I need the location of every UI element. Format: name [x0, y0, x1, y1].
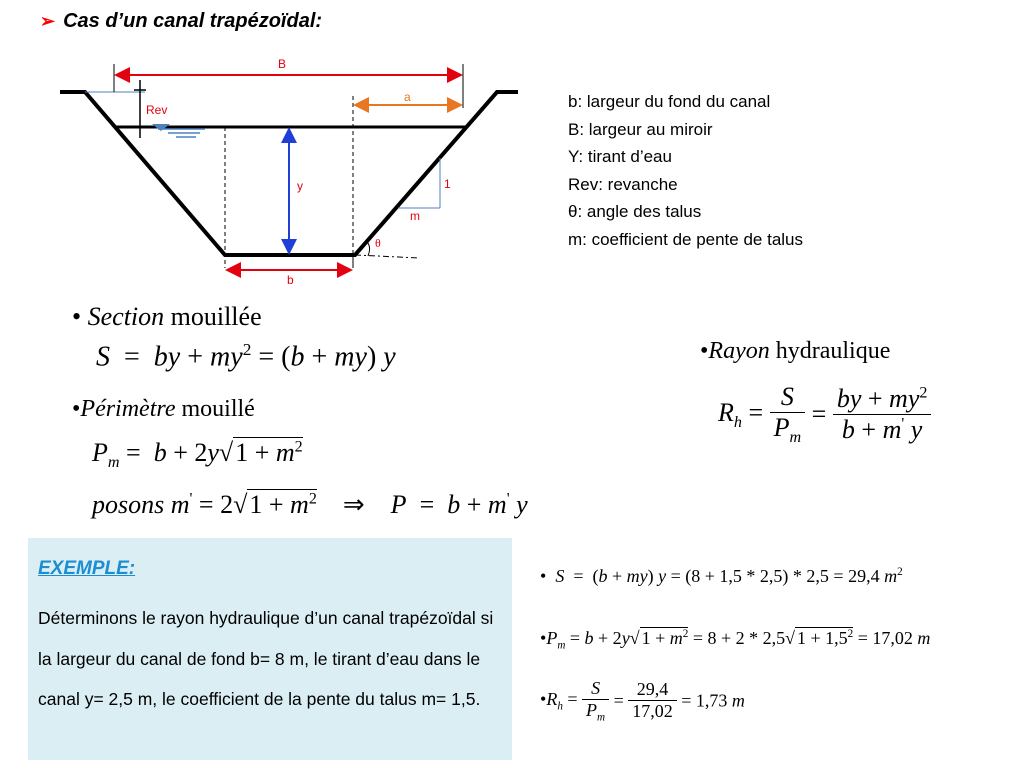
perimetre-heading: •Périmètre mouillé: [72, 396, 255, 422]
legend-item: b: largeur du fond du canal: [568, 92, 771, 111]
example-text: Déterminons le rayon hydraulique d’un canal trapézoïdal si la largeur du canal de fond b= 8 m, le tirant d’eau dans le canal y= 2,5 m, le coefficient de la pente du talus m= 1,5.: [38, 608, 494, 709]
legend-item: B: largeur au miroir: [568, 119, 713, 139]
label-one: 1: [444, 177, 451, 191]
label-b: b: [287, 273, 294, 287]
legend-item: Y: tirant d’eau: [568, 147, 672, 166]
result-rayon: $•R_h$ = $\frac{S}{P_m}$ = $\frac{29,4}{17,02}$ = 1,73 m: [540, 678, 745, 724]
example-box: [28, 538, 512, 760]
rayon-heading: •Rayon hydraulique: [700, 338, 891, 364]
section-heading-rest: mouillée: [164, 302, 262, 331]
arrow-bullet-icon: ➢: [40, 11, 56, 31]
section-heading: • Section mouillée: [72, 302, 262, 331]
legend-item: Rev: revanche: [568, 174, 678, 194]
example-title: EXEMPLE:: [38, 558, 136, 579]
rayon-heading-rest: hydraulique: [769, 338, 891, 364]
label-theta: θ: [375, 236, 381, 250]
label-B: B: [278, 57, 287, 71]
perimetre-heading-italic: Périmètre: [80, 396, 176, 422]
trapezoid-diagram: [0, 0, 540, 300]
page-title-text: Cas d’un canal trapézoïdal:: [63, 10, 323, 32]
legend-item: m: coefficient de pente de talus: [568, 229, 804, 249]
label-m: m: [410, 209, 420, 223]
symbol-legend: [568, 88, 803, 253]
label-rev: Rev: [146, 103, 168, 117]
result-perimetre: $•P_m = b + 2y√$ $1 + m^2 = 8 + 2 * 2,5√$ $1 + 1,5^2 = 17,02$ m: [540, 628, 931, 652]
label-y: y: [297, 179, 303, 193]
section-heading-italic: Section: [87, 302, 165, 331]
legend-item: θ: angle des talus: [568, 202, 702, 221]
rayon-heading-italic: Rayon: [708, 338, 770, 364]
perimetre-heading-rest: mouillé: [175, 396, 255, 422]
section-equation: S = by + $my^2 = (b + my)$ y: [96, 340, 396, 373]
result-section: • S = (b + my) y = (8 + 1,5 * 2,5) * 2,5 = 29,4 $m^2$: [540, 566, 903, 586]
rayon-equation: $R_h$ = $\frac{S}{P_m}$ = $\frac{by + my^2}{b + m' y}$: [718, 382, 931, 447]
perimetre-equation: $P_m = b + 2y√1 + m^2$: [92, 438, 303, 472]
posons-equation: posons $m' = 2√1 + m^2$ ⇒ P = b + m' y: [92, 490, 528, 519]
label-a: a: [404, 90, 411, 104]
